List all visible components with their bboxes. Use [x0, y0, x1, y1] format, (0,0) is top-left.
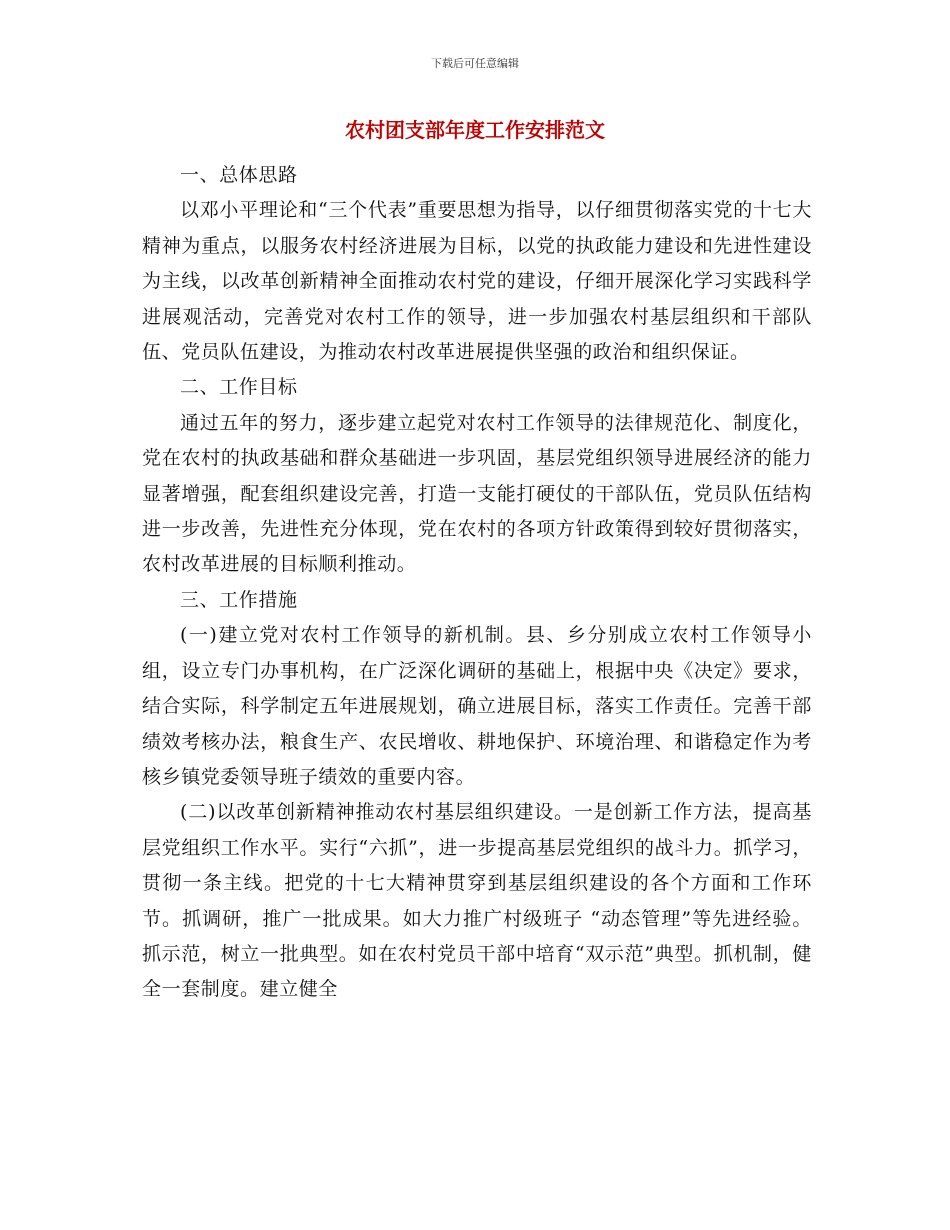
paragraph-measure-two: (二)以改革创新精神推动农村基层组织建设。一是创新工作方法，提高基层党组织工作水平。实行“六抓”，进一步提高基层党组织的战斗力。抓学习，贯彻一条主线。把党的十七大精神贯穿到基层组织建设的各个方面和工作环节。抓调研，推广一批成果。如大力推广村级班子 “动态管理”等先进经验。抓示范，树立一批典型。如在农村党员干部中培育“双示范”典型。抓机制，健全一套制度。建立健全 [142, 801, 812, 1001]
paragraph-work-goals: 通过五年的努力，逐步建立起党对农村工作领导的法律规范化、制度化，党在农村的执政基础和群众基础进一步巩固，基层党组织领导进展经济的能力显著增强，配套组织建设完善，打造一支能打硬仗的干部队伍，党员队伍结构进一步改善，先进性充分体现，党在农村的各项方针政策得到较好贯彻落实，农村改革进展的目标顺利推动。 [142, 411, 812, 576]
document-title: 农村团支部年度工作安排范文 [345, 118, 605, 142]
section-heading-work-measures: 三、工作措施 [180, 588, 298, 611]
section-heading-work-goals: 二、工作目标 [180, 376, 298, 399]
header-note: 下载后可任意编辑 [431, 57, 519, 70]
paragraph-overall-approach: 以邓小平理论和“三个代表”重要思想为指导，以仔细贯彻落实党的十七大精神为重点，以服务农村经济进展为目标，以党的执政能力建设和先进性建设为主线，以改革创新精神全面推动农村党的建设，仔细开展深化学习实践科学进展观活动，完善党对农村工作的领导，进一步加强农村基层组织和干部队伍、党员队伍建设，为推动农村改革进展提供坚强的政治和组织保证。 [142, 199, 812, 364]
document-body [142, 158, 812, 1008]
section-heading-overall-approach: 一、总体思路 [180, 164, 298, 186]
paragraph-measure-one: (一)建立党对农村工作领导的新机制。县、乡分别成立农村工作领导小组，设立专门办事机构，在广泛深化调研的基础上，根据中央《决定》要求，结合实际，科学制定五年进展规划，确立进展目标，落实工作责任。完善干部绩效考核办法，粮食生产、农民增收、耕地保护、环境治理、和谐稳定作为考核乡镇党委领导班子绩效的重要内容。 [142, 624, 812, 788]
